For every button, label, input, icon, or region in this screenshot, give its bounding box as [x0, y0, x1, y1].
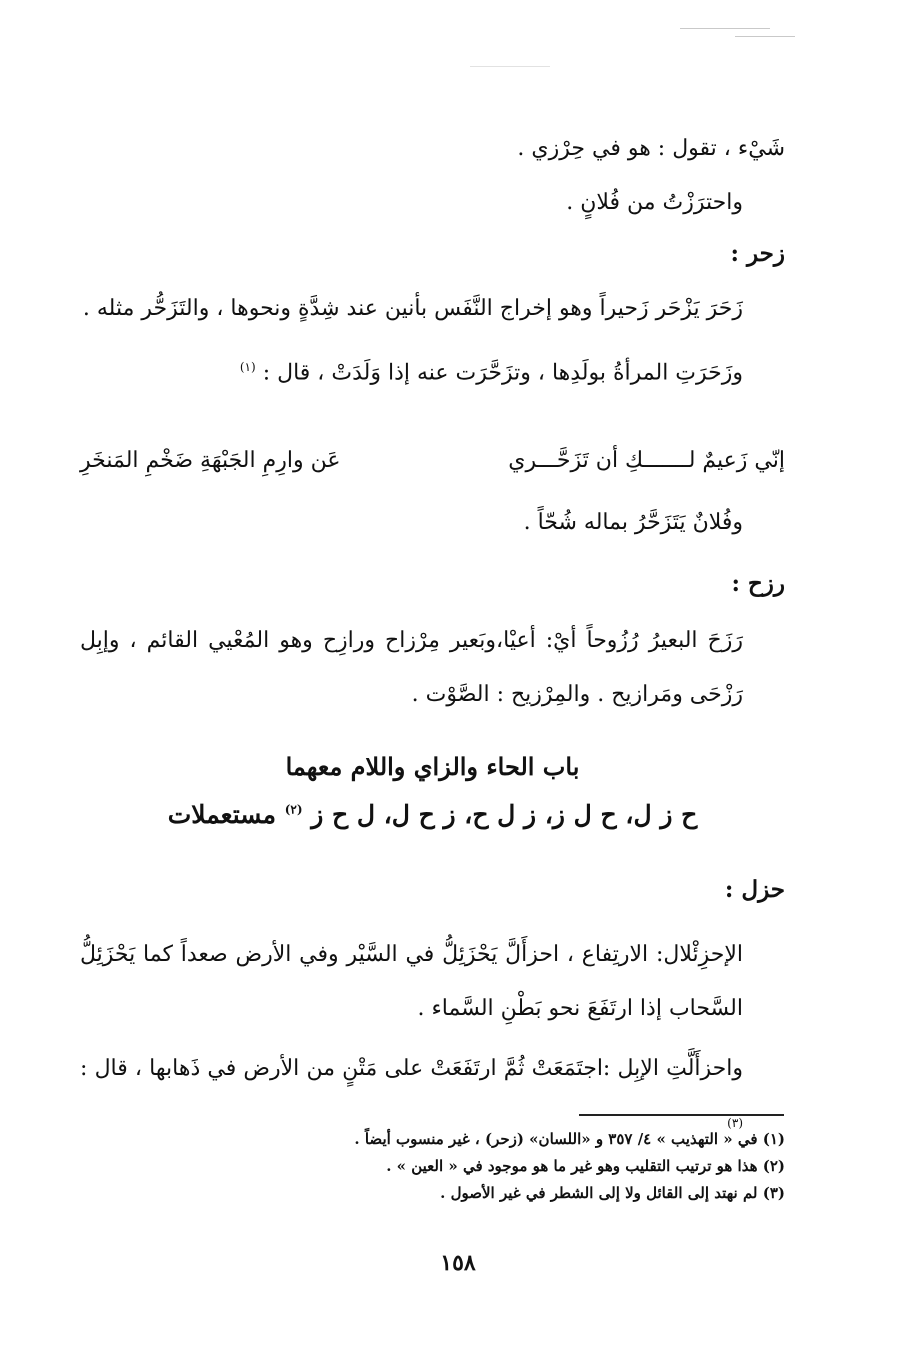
text-line: شَيْء ، تقول : هو في حِرْزي .: [517, 136, 785, 161]
paragraph: رَزَحَ البعيرُ رُزُوحاً أيْ: أعيْا،وبَعير مِرْزاح ورازِح وهو المُعْيي القائم ، وإبِل رَزْحَى ومَرازيح . والمِرْزيح : الصَّوْت .: [80, 628, 743, 707]
paragraph: [80, 340, 785, 400]
footnote: (١) في « التهذيب » ٤/ ٣٥٧ و «اللسان» (زحر) ، غير منسوب أيضاً .: [354, 1130, 785, 1148]
footnote-ref: (١): [239, 360, 256, 374]
footnote-ref: (٣): [727, 1116, 743, 1130]
footnotes: [80, 1126, 785, 1207]
poetry-verse: [80, 448, 785, 488]
scan-artifact: [735, 36, 795, 37]
verse-second-hemistich: عَن وارِمِ الجَبْهَةِ ضَخْمِ المَنخَرِ: [80, 448, 341, 473]
chapter-subtitle: [80, 800, 785, 829]
paragraph-text: وزَحَرَتِ المرأةُ بولَدِها ، وتزَحَّرَت عنه إذا وَلَدَتْ ، قال :: [262, 360, 743, 386]
root-status: مستعملات: [167, 800, 276, 829]
scan-artifact: [680, 28, 770, 29]
paragraph: زَحَرَ يَزْحَر زَحيراً وهو إخراج النَّفَس بأنين عند شِدَّةٍ ونحوها ، والتَزَحُّر مثله .: [82, 296, 743, 321]
entry-heading: رزح :: [731, 570, 785, 597]
root-permutations: ح ز ل، ح ل ز، ز ل ح، ز ح ل، ل ح ز: [311, 800, 698, 829]
paragraph: الإحزِئْلال: الارتِفاع ، احزأَلَّ يَحْزَئِلُّ في السَّيْر وفي الأرض صعداً كما يَحْزَئِلُّ السَّحاب إذا ارتَفَعَ نحو بَطْنِ السَّماء .: [80, 942, 743, 1021]
footnote: (٢) هذا هو ترتيب التقليب وهو غير ما هو موجود في « العين » .: [386, 1157, 785, 1175]
verse-first-hemistich: إنّي زَعيمٌ لـــــــكِ أن تَزَحَّـــري: [508, 448, 785, 473]
main-text: [80, 496, 785, 722]
scan-artifact: [470, 66, 550, 67]
page-number: ١٥٨: [440, 1250, 476, 1276]
chapter-title: باب الحاء والزاي واللام معهما: [285, 752, 580, 781]
footnote: (٣) لم نهتد إلى القائل ولا إلى الشطر في غير الأصول .: [440, 1184, 785, 1202]
footnote-separator: [579, 1114, 784, 1116]
main-text: [80, 122, 785, 400]
entry-heading: حزل :: [724, 876, 785, 903]
text-line: وفُلانٌ يَتَزَحَّرُ بماله شُحّاً .: [523, 510, 743, 535]
footnote-ref: (٢): [284, 802, 303, 817]
paragraph-text: واحزأَلَّتِ الإبِل :اجتَمَعَتْ ثُمَّ ارتَفَعَتْ على مَتْنٍ من الأرض في ذَهابها ، قال :: [80, 1056, 743, 1081]
text-line: واحترَزْتُ من فُلانٍ .: [566, 190, 743, 215]
entry-heading: زحر :: [730, 240, 785, 267]
